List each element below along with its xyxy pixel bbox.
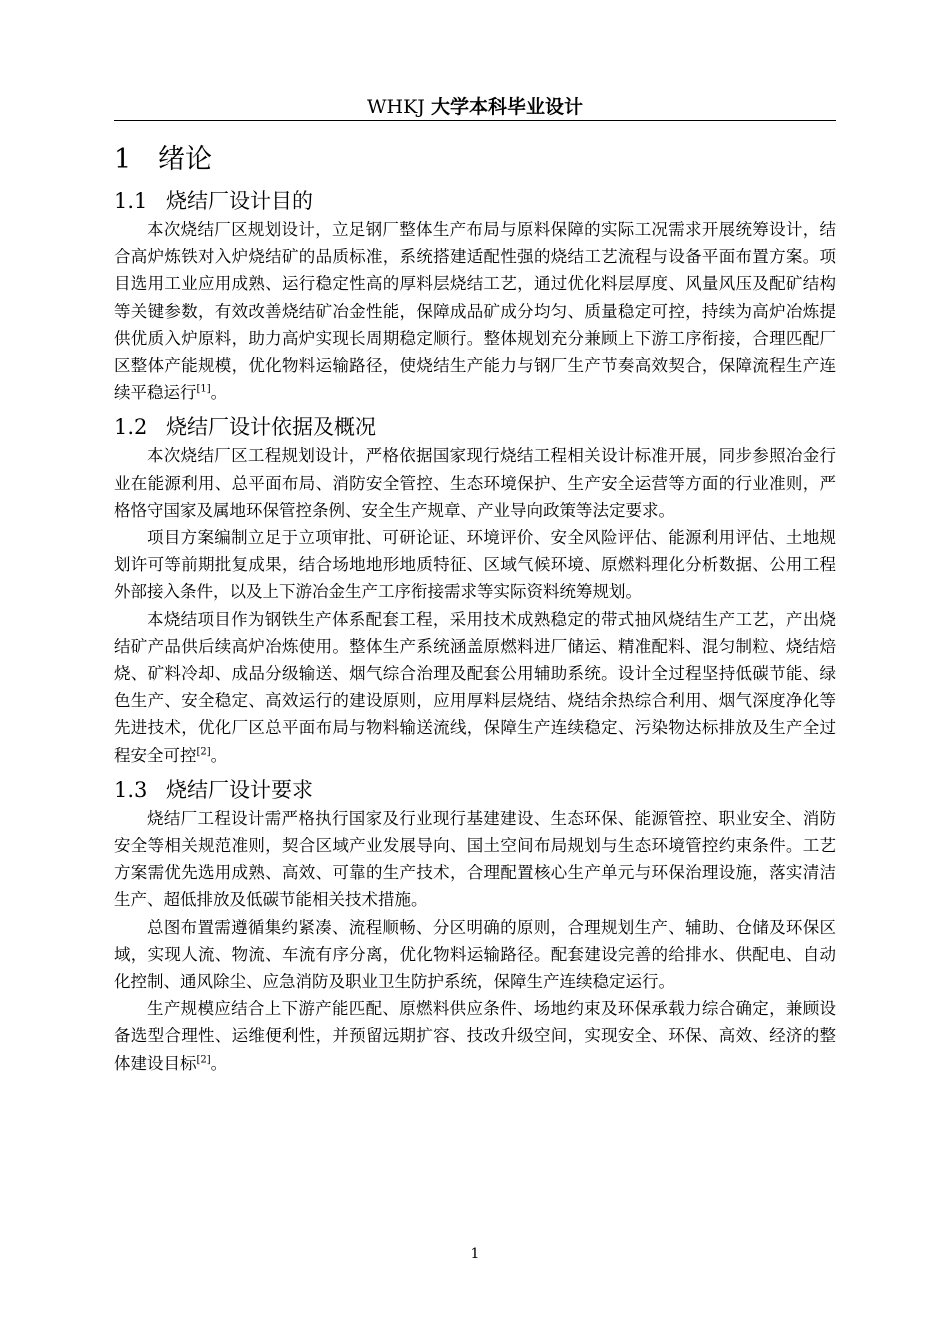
chapter-heading [114,140,836,180]
page-header [114,95,836,119]
paragraph-tail: 。 [210,383,228,403]
paragraph [114,606,836,769]
paragraph [114,216,836,406]
paragraph-tail: 。 [210,1053,228,1073]
chapter-number: 1 [114,144,132,175]
header-title: 大学本科毕业设计 [430,96,583,118]
paragraph-text: 本次烧结厂区工程规划设计，严格依据国家现行烧结工程相关设计标准开展，同步参照冶金行业在能源利用、总平面布局、消防安全管控、生态环境保护、生产安全运营等方面的行业准则，严格恪守国家及属地环保管控条例、安全生产规章、产业导向政策等法定要求。 [114,446,836,520]
section-1-1 [114,186,836,406]
paragraph-text: 生产规模应结合上下游产能匹配、原燃料供应条件、场地约束及环保承载力综合确定，兼顾设备选型合理性、运维便利性，并预留远期扩容、技改升级空间，实现安全、环保、高效、经济的整体建设目标 [114,999,836,1073]
page-number: 1 [470,1246,480,1262]
citation: [2] [196,1054,211,1066]
section-1-3 [114,775,836,1077]
paragraph-text: 烧结厂工程设计需严格执行国家及行业现行基建建设、生态环保、能源管控、职业安全、消防安全等相关规范准则，契合区域产业发展导向、国土空间布局规划与生态环境管控约束条件。工艺方案需优先选用成熟、高效、可靠的生产技术，合理配置核心生产单元与环保治理设施，落实清洁生产、超低排放及低碳节能相关技术措施。 [114,808,836,910]
section-title: 烧结厂设计要求 [166,777,313,802]
paragraph-text: 总图布置需遵循集约紧凑、流程顺畅、分区明确的原则，合理规划生产、辅助、仓储及环保区域，实现人流、物流、车流有序分离，优化物料运输路径。配套建设完善的给排水、供配电、自动化控制、通风除尘、应急消防及职业卫生防护系统，保障生产连续稳定运行。 [114,917,836,992]
header-rule [114,120,836,121]
section-heading [114,412,836,442]
section-number: 1.2 [114,415,148,440]
paragraph-text: 项目方案编制立足于立项审批、可研论证、环境评价、安全风险评估、能源利用评估、土地规划许可等前期批复成果，结合场地地形地质特征、区域气候环境、原燃料理化分析数据、公用工程外部接入条件，以及上下游冶金生产工序衔接需求等实际资料统筹规划。 [114,528,836,602]
section-title: 烧结厂设计依据及概况 [166,415,376,440]
paragraph [114,914,836,996]
header-prefix: WHKJ [367,96,431,118]
paragraph [114,805,836,914]
paragraph [114,524,836,606]
paragraph-tail: 。 [210,745,228,765]
paragraph [114,995,836,1077]
paragraph [114,442,836,524]
document-body [114,140,836,1077]
paragraph-text: 本烧结项目作为钢铁生产体系配套工程，采用技术成熟稳定的带式抽风烧结生产工艺，产出烧结矿产品供后续高炉冶炼使用。整体生产系统涵盖原燃料进厂储运、精准配料、混匀制粒、烧结焙烧、矿料冷却、成品分级输送、烟气综合治理及配套公用辅助系统。设计全过程坚持低碳节能、绿色生产、安全稳定、高效运行的建设原则，应用厚料层烧结、烧结余热综合利用、烟气深度净化等先进技术，优化厂区总平面布局与物料输送流线，保障生产连续稳定、污染物达标排放及生产全过程安全可控 [114,609,836,765]
citation: [1] [196,383,211,395]
citation: [2] [196,746,211,758]
chapter-title: 绪论 [158,144,212,175]
section-title: 烧结厂设计目的 [166,189,313,213]
section-number: 1.3 [114,777,148,802]
section-number: 1.1 [114,189,148,213]
section-1-2 [114,412,836,768]
section-heading [114,186,836,216]
paragraph-text: 本次烧结厂区规划设计，立足钢厂整体生产布局与原料保障的实际工况需求开展统筹设计，结合高炉炼铁对入炉烧结矿的品质标准，系统搭建适配性强的烧结工艺流程与设备平面布置方案。项目选用工业应用成熟、运行稳定性高的厚料层烧结工艺，通过优化料层厚度、风量风压及配矿结构等关键参数，有效改善烧结矿冶金性能，保障成品矿成分均匀、质量稳定可控，持续为高炉冶炼提供优质入炉原料，助力高炉实现长周期稳定顺行。整体规划充分兼顾上下游工序衔接，合理匹配厂区整体产能规模，优化物料运输路径，使烧结生产能力与钢厂生产节奏高效契合，保障流程生产连续平稳运行 [114,220,836,403]
section-heading [114,775,836,805]
